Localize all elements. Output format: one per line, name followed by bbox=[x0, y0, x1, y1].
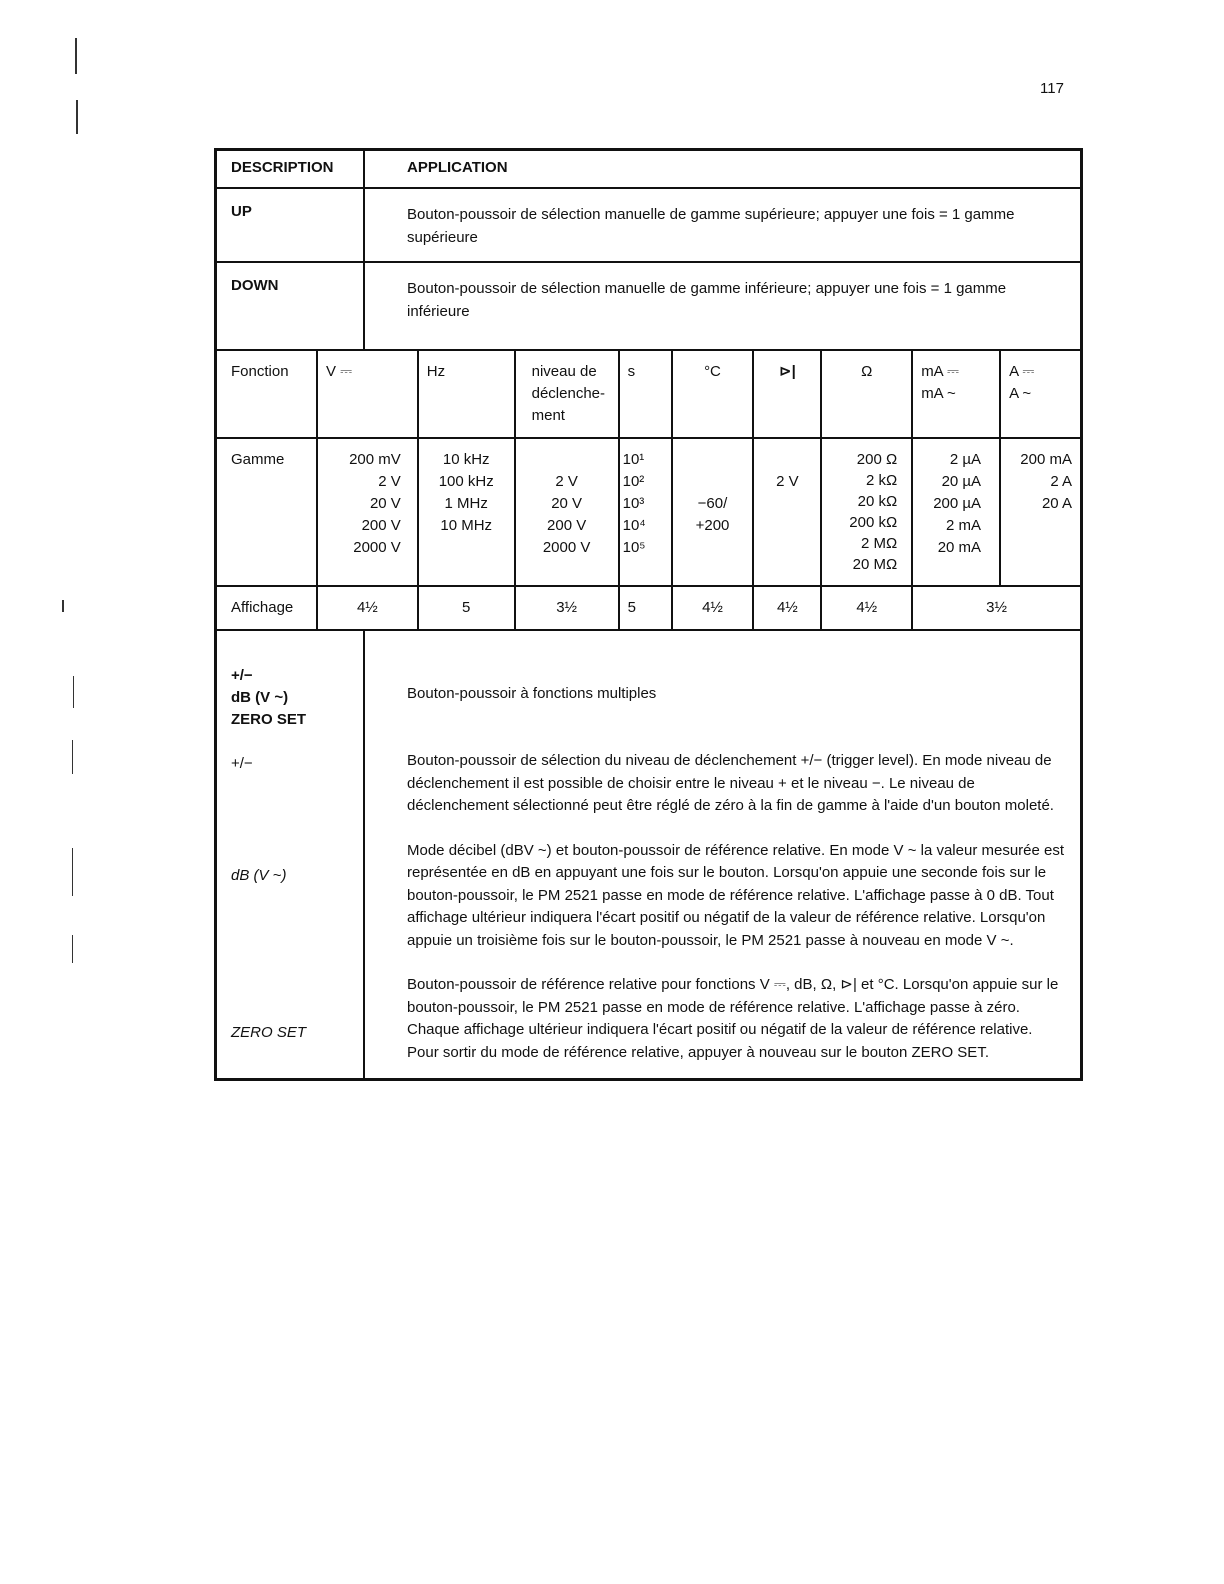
table-header-row bbox=[216, 150, 1082, 188]
table-row-down bbox=[216, 262, 1082, 350]
control-description-table bbox=[214, 148, 1083, 1081]
db-text: Mode décibel (dBV ~) et bouton-poussoir de référence relative. En mode V ~ la valeur mesurée est représentée en dB en appuyant une fois sur le bouton. Lorsqu'on appuie une seconde fois sur le bouton-poussoir, le PM 2521 passe en mode de référence relative. L'affichage passe à 0 dB. Tout affichage ultérieur indiquera l'écart positif ou négatif de la valeur de référence relative. Lorsqu'on appuie un troisième fois sur le bouton-poussoir, le PM 2521 passe à nouveau en mode V ~. bbox=[407, 841, 1065, 949]
down-label: DOWN bbox=[231, 276, 279, 294]
plus-minus-text: Bouton-poussoir de sélection du niveau de déclenchement +/− (trigger level). En mode niveau de déclenchement il est possible de choisir entre le niveau + et le niveau −. Le niveau de déclenchement sélectionné peut être réglé de zéro à la fin de gamme à l'aide d'un bouton moleté. bbox=[407, 752, 1054, 814]
table-row-up bbox=[216, 188, 1082, 262]
fonction-hz: Hz bbox=[418, 351, 515, 438]
description-header: DESCRIPTION bbox=[231, 159, 334, 176]
affichage-row bbox=[217, 586, 1080, 629]
zero-set-label: ZERO SET bbox=[231, 1023, 307, 1041]
up-text: Bouton-poussoir de sélection manuelle de gamme supérieure; appuyer une fois = 1 gamme supérieure bbox=[407, 205, 1015, 246]
affichage-hz: 5 bbox=[418, 586, 515, 629]
page-number: 117 bbox=[1040, 80, 1064, 97]
db-label: dB (V ~) bbox=[231, 866, 287, 884]
gamme-trigger: 2 V 20 V 200 V 2000 V bbox=[515, 438, 619, 586]
diode-icon: ⊳| bbox=[753, 351, 821, 438]
affichage-trigger: 3½ bbox=[515, 586, 619, 629]
affichage-diode: 4½ bbox=[753, 586, 821, 629]
down-text: Bouton-poussoir de sélection manuelle de gamme inférieure; appuyer une fois = 1 gamme inférieure bbox=[407, 279, 1007, 320]
gamme-ohm: 200 Ω 2 kΩ 20 kΩ 200 kΩ 2 MΩ 20 MΩ bbox=[821, 438, 912, 586]
affichage-current: 3½ bbox=[912, 586, 1080, 629]
affichage-s: 5 bbox=[619, 586, 672, 629]
range-spec-table bbox=[217, 351, 1080, 629]
up-label: UP bbox=[231, 202, 252, 220]
gamme-celsius: −60/ +200 bbox=[672, 438, 754, 586]
fonction-label: Fonction bbox=[217, 351, 317, 438]
table-row-spec bbox=[216, 350, 1082, 630]
fonction-trigger: niveau de déclenche-ment bbox=[515, 351, 619, 438]
gamme-hz: 10 kHz 100 kHz 1 MHz 10 MHz bbox=[418, 438, 515, 586]
table-row-multifunction bbox=[216, 630, 1082, 1080]
multifunction-text: Bouton-poussoir à fonctions multiples bbox=[407, 684, 657, 702]
gamme-a: 200 mA 2 A 20 A bbox=[1000, 438, 1080, 586]
zero-set-text: Bouton-poussoir de référence relative pour fonctions V ⎓, dB, Ω, ⊳| et °C. Lorsqu'on appuie sur le bouton-poussoir, le PM 2521 passe en mode de référence relative. L'affichage passe à zéro. Chaque affichage ultérieur indiquera l'écart positif ou négatif de la valeur de référence relative. Pour sortir du mode de référence relative, appuyer à nouveau sur le bouton ZERO SET. bbox=[407, 976, 1059, 1061]
fonction-a: A ⎓ A ~ bbox=[1000, 351, 1080, 438]
fonction-vdc: V ⎓ bbox=[317, 351, 418, 438]
affichage-celsius: 4½ bbox=[672, 586, 754, 629]
multifunction-label: +/− dB (V ~) ZERO SET bbox=[231, 666, 307, 728]
gamme-row bbox=[217, 438, 1080, 586]
fonction-s: s bbox=[619, 351, 672, 438]
gamme-label: Gamme bbox=[217, 438, 317, 586]
plus-minus-label: +/− bbox=[231, 754, 253, 772]
fonction-celsius: °C bbox=[672, 351, 754, 438]
gamme-s: 10¹ 10² 10³ 10⁴ 10⁵ bbox=[619, 438, 672, 586]
affichage-ohm: 4½ bbox=[821, 586, 912, 629]
affichage-vdc: 4½ bbox=[317, 586, 418, 629]
affichage-label: Affichage bbox=[231, 598, 294, 616]
fonction-row bbox=[217, 351, 1080, 438]
fonction-ma: mA ⎓ mA ~ bbox=[912, 351, 1000, 438]
fonction-ohm: Ω bbox=[821, 351, 912, 438]
gamme-diode: 2 V bbox=[753, 438, 821, 586]
gamme-vdc: 200 mV 2 V 20 V 200 V 2000 V bbox=[317, 438, 418, 586]
application-header: APPLICATION bbox=[407, 159, 508, 176]
gamme-ma: 2 µA 20 µA 200 µA 2 mA 20 mA bbox=[912, 438, 1000, 586]
